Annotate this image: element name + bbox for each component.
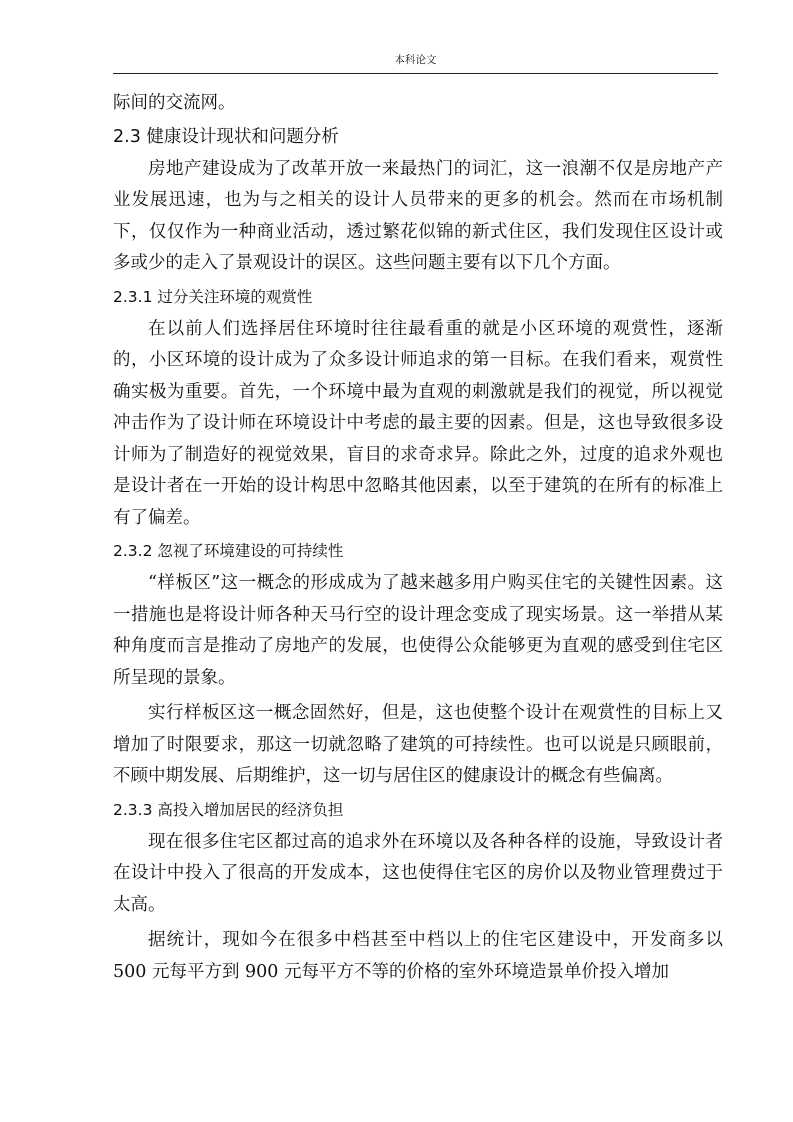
paragraph: 据统计，现如今在很多中档甚至中档以上的住宅区建设中，开发商多以 500 元每平方到 900 元每平方不等的价格的室外环境造景单价投入增加 [113, 930, 723, 982]
paragraph: 现在很多住宅区都过高的追求外在环境以及各种各样的设施，导致设计者在设计中投入了很高的开发成本，这也使得住宅区的房价以及物业管理费过于太高。 [113, 831, 723, 915]
header-rule [113, 73, 718, 74]
section-heading-2-3-2: 2.3.2 忽视了环境建设的可持续性 [113, 542, 344, 560]
section-heading-2-3-3: 2.3.3 高投入增加居民的经济负担 [113, 800, 344, 819]
running-header: 本科论文 [394, 54, 437, 66]
paragraph: 实行样板区这一概念固然好，但是，这也使整个设计在观赏性的目标上又增加了时限要求，那这一切就忽略了建筑的可持续性。也可以说是只顾眼前，不顾中期发展、后期维护，这一切与居住区的健康设计的概念有些偏离。 [113, 703, 723, 786]
paragraph: 房地产建设成为了改革开放一来最热门的词汇，这一浪潮不仅是房地产产业发展迅速，也为与之相关的设计人员带来的更多的机会。然而在市场机制下，仅仅作为一种商业活动，透过繁花似锦的新式住区，我们发现住区设计或多或少的走入了景观设计的误区。这些问题主要有以下几个方面。 [113, 158, 723, 273]
document-body [113, 88, 723, 988]
paragraph: 在以前人们选择居住环境时往往最看重的就是小区环境的观赏性，逐渐的，小区环境的设计成为了众多设计师追求的第一目标。在我们看来，观赏性确实极为重要。首先，一个环境中最为直观的刺激就是我们的视觉，所以视觉冲击作为了设计师在环境设计中考虑的最主要的因素。但是，这也导致很多设计师为了制造好的视觉效果，盲目的求奇求异。除此之外，过度的追求外观也是设计者在一开始的设计构思中忽略其他因素，以至于建筑的在所有的标准上有了偏差。 [113, 318, 723, 528]
paragraph-continuation: 际间的交流网。 [113, 93, 236, 113]
paragraph: “样板区”这一概念的形成成为了越来越多用户购买住宅的关键性因素。这一措施也是将设计师各种天马行空的设计理念变成了现实场景。这一举措从某种角度而言是推动了房地产的发展，也使得公众能够更为直观的感受到住宅区所呈现的景象。 [113, 573, 723, 688]
section-heading-2-3-1: 2.3.1 过分关注环境的观赏性 [113, 287, 313, 306]
section-heading-2-3: 2.3 健康设计现状和问题分析 [113, 126, 339, 147]
